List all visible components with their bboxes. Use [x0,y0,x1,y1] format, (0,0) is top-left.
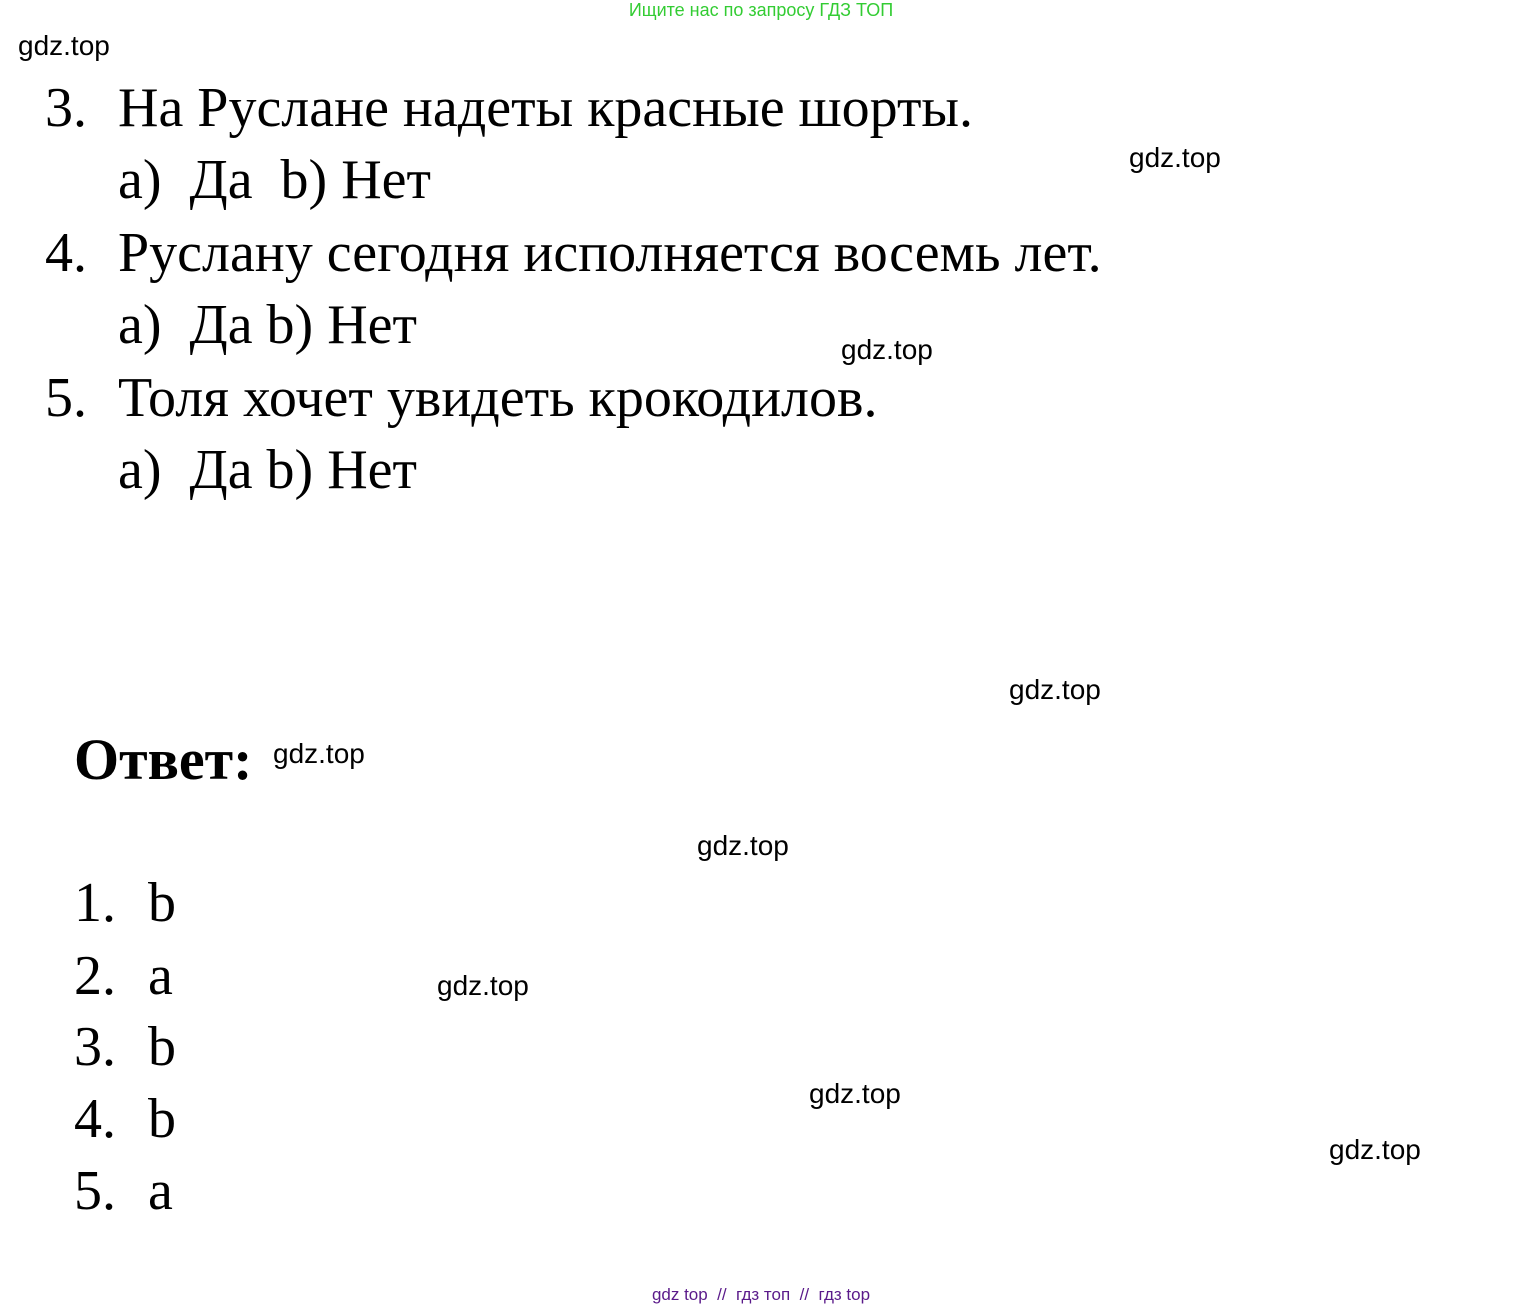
answer-number: 3. [74,1016,116,1078]
answer-value: b [148,1088,176,1150]
watermark: gdz.top [1009,674,1101,705]
answer-value: b [148,872,176,934]
top-banner: Ищите нас по запросу ГДЗ ТОП [628,0,894,20]
watermark: gdz.top [273,738,365,769]
question-options: a) Да b) Нет [118,439,417,501]
answer-number: 4. [74,1088,116,1150]
question-text: Руслану сегодня исполняется восемь лет. [118,222,1102,284]
watermark: gdz.top [809,1078,901,1109]
question-text: На Руслане надеты красные шорты. [118,77,974,139]
answer-value: a [148,945,173,1007]
answer-number: 5. [74,1160,116,1222]
question-number: 3. [45,77,87,139]
watermark: gdz.top [437,970,529,1001]
answer-value: b [148,1016,176,1078]
question-options: a) Да b) Нет [118,294,417,356]
question-options: a) Да b) Нет [118,149,431,211]
question-number: 5. [45,367,87,429]
footer-links: gdz top // гдз топ // гдз top [651,1285,871,1304]
watermark: gdz.top [18,30,110,61]
watermark: gdz.top [1329,1134,1421,1165]
answer-value: a [148,1160,173,1222]
answer-number: 2. [74,945,116,1007]
answer-number: 1. [74,872,116,934]
watermark: gdz.top [841,334,933,365]
answer-title: Ответ: [74,727,253,792]
watermark: gdz.top [1129,142,1221,173]
question-text: Толя хочет увидеть крокодилов. [118,367,878,429]
watermark: gdz.top [697,830,789,861]
question-number: 4. [45,222,87,284]
